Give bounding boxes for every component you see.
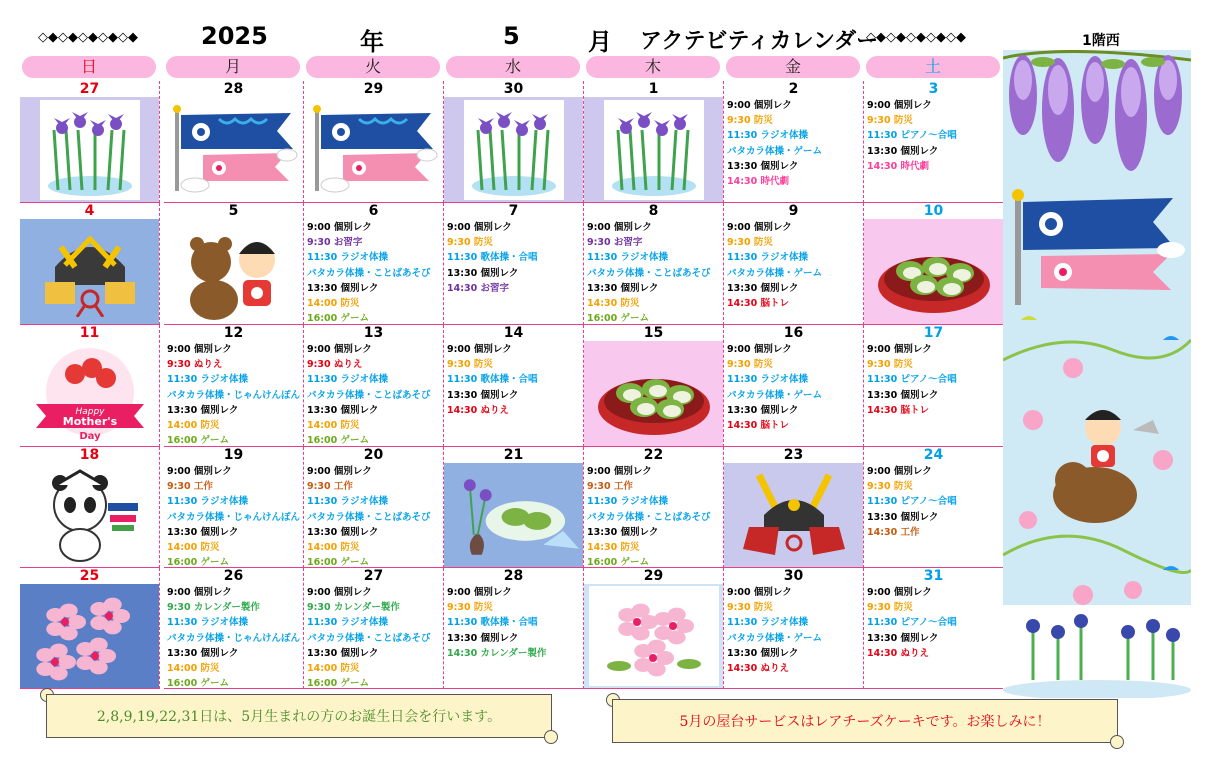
activity-item: 13:30 個別レク — [167, 526, 239, 538]
activity-item: 9:00 個別レク — [307, 587, 372, 598]
activity-item: 14:00 防災 — [307, 663, 360, 675]
activity-item: 11:30 ピアノ～合唱 — [867, 374, 957, 386]
day-cell — [444, 447, 584, 568]
day-number: 9 — [788, 203, 799, 219]
activity-item: 14:00 防災 — [167, 420, 220, 432]
activity-item: パタカラ体操・ことばあそび — [307, 632, 431, 644]
activity-item: 11:30 ラジオ体操 — [587, 252, 669, 264]
koinobori-picture — [304, 97, 443, 202]
activity-item: 13:30 個別レク — [307, 647, 379, 659]
activity-item: 14:30 脳トレ — [727, 420, 790, 432]
activity-list — [867, 98, 1003, 174]
day-number: 18 — [79, 447, 100, 463]
mothers-day-day: Day — [78, 430, 101, 442]
activity-item: 13:30 個別レク — [727, 404, 799, 416]
activity-list — [587, 464, 723, 570]
calendar-title-bar — [0, 22, 1000, 54]
day-number: 6 — [368, 203, 379, 219]
activity-item: 14:30 ぬりえ — [867, 647, 930, 659]
activity-item: 16:00 ゲーム — [587, 313, 650, 325]
kabuto2-picture — [724, 463, 863, 567]
activity-item: 9:30 工作 — [167, 481, 213, 493]
activity-item: 16:00 ゲーム — [587, 557, 650, 569]
activity-item: 9:30 防災 — [867, 602, 913, 614]
day-cell — [444, 203, 584, 325]
activity-item: 11:30 ラジオ体操 — [307, 252, 389, 264]
activity-list — [167, 464, 303, 570]
iris-picture — [20, 97, 159, 202]
activity-item: 14:30 脳トレ — [867, 404, 930, 416]
activity-item: 11:30 ラジオ体操 — [307, 496, 389, 508]
activity-item: 9:30 工作 — [307, 481, 353, 493]
kintaro-bear-icon — [1053, 410, 1159, 523]
title-diamonds-right: ◇◆◇◆◇◆◇◆◇◆ — [866, 30, 966, 45]
weekday-header-1: 月 — [166, 56, 300, 78]
day-number: 25 — [79, 568, 100, 584]
activity-item: 13:30 個別レク — [867, 145, 939, 157]
activity-item: 11:30 歌体操・合唱 — [447, 252, 538, 264]
activity-item: 14:30 ぬりえ — [447, 404, 510, 416]
day-number: 15 — [643, 325, 664, 341]
activity-item: 9:30 防災 — [727, 237, 773, 249]
weekday-header-row — [20, 56, 1000, 78]
activity-item: 9:00 個別レク — [447, 344, 512, 355]
day-number: 20 — [363, 447, 384, 463]
activity-item: 14:30 脳トレ — [727, 298, 790, 310]
activity-item: パタカラ体操・じゃんけんぽん — [167, 511, 301, 523]
activity-item: 16:00 ゲーム — [307, 678, 370, 690]
weekday-header-2: 火 — [306, 56, 440, 78]
activity-item: 11:30 ラジオ体操 — [727, 374, 809, 386]
kabuto-picture — [20, 219, 159, 324]
day-number: 12 — [223, 325, 244, 341]
activity-item: 9:00 個別レク — [447, 587, 512, 598]
birthday-notice-text: 2,8,9,19,22,31日は、5月生まれの方のお誕生日会を行います。 — [46, 694, 552, 738]
day-number: 22 — [643, 447, 664, 463]
activity-item: 13:30 個別レク — [587, 526, 659, 538]
weekday-header-6: 土 — [866, 56, 1000, 78]
day-cell — [304, 203, 444, 325]
day-cell — [584, 325, 724, 447]
activity-item: 9:00 個別レク — [167, 587, 232, 598]
day-cell — [304, 325, 444, 447]
day-cell — [864, 325, 1004, 447]
activity-item: 16:00 ゲーム — [167, 678, 230, 690]
activity-item: 9:30 防災 — [727, 115, 773, 127]
activity-list — [307, 585, 443, 691]
day-cell — [164, 568, 304, 689]
activity-item: 11:30 歌体操・合唱 — [447, 374, 538, 386]
day-number: 26 — [223, 568, 244, 584]
day-cell — [724, 203, 864, 325]
activity-item: 9:00 個別レク — [307, 222, 372, 233]
activity-item: パタカラ体操・ことばあそび — [587, 511, 711, 523]
day-cell — [724, 325, 864, 447]
activity-item: 9:00 個別レク — [307, 344, 372, 355]
sidebar-illustration — [1003, 50, 1191, 698]
activity-item: 9:00 個別レク — [867, 344, 932, 355]
activity-item: パタカラ体操・ことばあそび — [307, 389, 431, 401]
activity-item: パタカラ体操・ことばあそび — [307, 267, 431, 279]
azalea2-picture — [584, 584, 723, 688]
activity-item: 11:30 ピアノ～合唱 — [867, 496, 957, 508]
wisteria-icon — [1003, 51, 1191, 171]
activity-item: 11:30 歌体操・合唱 — [447, 617, 538, 629]
day-number: 29 — [363, 81, 384, 97]
activity-item: 13:30 個別レク — [867, 632, 939, 644]
activity-item: 11:30 ラジオ体操 — [587, 496, 669, 508]
activity-item: 9:00 個別レク — [167, 344, 232, 355]
activity-item: 13:30 個別レク — [587, 282, 659, 294]
activity-item: 9:00 個別レク — [727, 222, 792, 233]
activity-item: 14:00 防災 — [167, 542, 220, 554]
activity-item: 13:30 個別レク — [167, 404, 239, 416]
activity-item: 13:30 個別レク — [447, 632, 519, 644]
activity-item: 14:30 時代劇 — [727, 176, 790, 188]
activity-item: 9:30 防災 — [447, 602, 493, 614]
activity-item: 13:30 個別レク — [307, 282, 379, 294]
activity-item: 9:30 防災 — [727, 602, 773, 614]
activity-item: 9:00 個別レク — [167, 466, 232, 477]
day-number: 27 — [363, 568, 384, 584]
iris-picture — [444, 97, 583, 202]
activity-item: 11:30 ラジオ体操 — [307, 617, 389, 629]
birthday-notice-banner — [40, 688, 558, 744]
activity-item: 11:30 ラジオ体操 — [167, 496, 249, 508]
yatai-notice-banner — [606, 693, 1124, 749]
activity-item: 13:30 個別レク — [447, 267, 519, 279]
decorative-sidebar — [1003, 50, 1191, 698]
day-cell — [164, 325, 304, 447]
activity-item: 9:30 ぬりえ — [167, 359, 223, 371]
activity-item: 14:00 防災 — [307, 542, 360, 554]
activity-item: 13:30 個別レク — [307, 526, 379, 538]
day-cell — [584, 568, 724, 689]
activity-item: 11:30 ラジオ体操 — [727, 130, 809, 142]
day-cell — [304, 447, 444, 568]
kashiwamochi-picture — [864, 219, 1003, 324]
kintaro-picture — [164, 219, 303, 324]
activity-item: 9:00 個別レク — [447, 222, 512, 233]
day-cell — [864, 203, 1004, 325]
day-number: 29 — [643, 568, 664, 584]
day-number: 19 — [223, 447, 244, 463]
activity-item: パタカラ体操・じゃんけんぽん — [167, 389, 301, 401]
activity-item: パタカラ体操・ことばあそび — [307, 511, 431, 523]
weekday-header-4: 木 — [586, 56, 720, 78]
day-number: 16 — [783, 325, 804, 341]
day-number: 28 — [503, 568, 524, 584]
activity-item: 13:30 個別レク — [307, 404, 379, 416]
activity-item: 9:30 防災 — [727, 359, 773, 371]
activity-list — [587, 220, 723, 326]
activity-item: 9:00 個別レク — [867, 100, 932, 111]
day-number: 27 — [79, 81, 100, 97]
activity-list — [307, 464, 443, 570]
activity-item: 13:30 個別レク — [727, 647, 799, 659]
activity-item: 13:30 個別レク — [867, 389, 939, 401]
mothersday-picture — [20, 341, 159, 446]
day-number: 5 — [228, 203, 239, 219]
day-cell — [724, 447, 864, 568]
calendar-grid — [20, 81, 1005, 689]
activity-item: 14:00 防災 — [307, 420, 360, 432]
activity-list — [867, 464, 1003, 540]
activity-item: 11:30 ラジオ体操 — [727, 252, 809, 264]
activity-list — [727, 585, 863, 676]
day-number: 11 — [79, 325, 100, 341]
day-number: 23 — [783, 447, 804, 463]
title-year-suffix: 年 — [360, 28, 384, 56]
day-number: 10 — [923, 203, 944, 219]
panda-picture — [20, 463, 159, 567]
activity-list — [167, 342, 303, 448]
day-cell — [164, 447, 304, 568]
day-number: 14 — [503, 325, 524, 341]
day-cell — [724, 81, 864, 203]
activity-item: 9:00 個別レク — [307, 466, 372, 477]
activity-item: 13:30 個別レク — [727, 160, 799, 172]
activity-item: 16:00 ゲーム — [307, 313, 370, 325]
day-number: 2 — [788, 81, 799, 97]
day-cell — [864, 81, 1004, 203]
activity-item: 9:00 個別レク — [727, 344, 792, 355]
activity-item: 14:30 工作 — [867, 526, 920, 538]
activity-item: 9:30 お習字 — [307, 237, 363, 249]
day-cell — [304, 568, 444, 689]
day-number: 28 — [223, 81, 244, 97]
activity-item: 11:30 ピアノ～合唱 — [867, 130, 957, 142]
activity-item: 9:30 防災 — [867, 359, 913, 371]
activity-item: 9:00 個別レク — [727, 587, 792, 598]
activity-item: 11:30 ラジオ体操 — [167, 617, 249, 629]
day-cell — [164, 203, 304, 325]
activity-item: 14:30 カレンダー製作 — [447, 647, 547, 659]
activity-item: 14:30 防災 — [587, 542, 640, 554]
title-name: アクテビティカレンダー — [640, 29, 879, 54]
day-number: 8 — [648, 203, 659, 219]
activity-item: 11:30 ラジオ体操 — [167, 374, 249, 386]
title-month: 5 — [503, 22, 520, 50]
activity-item: 9:30 防災 — [447, 359, 493, 371]
activity-item: 13:30 個別レク — [447, 389, 519, 401]
weekday-header-5: 金 — [726, 56, 860, 78]
activity-item: 9:30 お習字 — [587, 237, 643, 249]
activity-item: 14:30 時代劇 — [867, 160, 930, 172]
activity-list — [867, 342, 1003, 418]
weekday-header-3: 水 — [446, 56, 580, 78]
activity-item: パタカラ体操・ゲーム — [727, 145, 823, 157]
day-number: 4 — [84, 203, 95, 219]
activity-item: 9:30 防災 — [447, 237, 493, 249]
activity-list — [727, 220, 863, 311]
day-number: 1 — [648, 81, 659, 97]
activity-item: 16:00 ゲーム — [307, 557, 370, 569]
activity-list — [867, 585, 1003, 661]
activity-list — [447, 585, 583, 661]
day-cell — [20, 447, 160, 568]
activity-item: 14:30 ぬりえ — [727, 663, 790, 675]
day-number: 3 — [928, 81, 939, 97]
activity-item: 14:00 防災 — [167, 663, 220, 675]
day-number: 30 — [783, 568, 804, 584]
day-number: 13 — [363, 325, 384, 341]
day-cell — [584, 203, 724, 325]
day-cell — [444, 325, 584, 447]
koinobori-icon — [1012, 189, 1185, 305]
activity-list — [307, 220, 443, 326]
day-cell — [164, 81, 304, 203]
day-cell — [20, 203, 160, 325]
weekday-header-0: 日 — [22, 56, 156, 78]
activity-item: パタカラ体操・ゲーム — [727, 267, 823, 279]
activity-item: 11:30 ラジオ体操 — [307, 374, 389, 386]
activity-item: パタカラ体操・ゲーム — [727, 389, 823, 401]
activity-item: 9:30 ぬりえ — [307, 359, 363, 371]
activity-list — [727, 98, 863, 189]
activity-item: 14:30 お習字 — [447, 282, 510, 294]
activity-list — [447, 220, 583, 296]
activity-item: 13:30 個別レク — [727, 282, 799, 294]
activity-item: パタカラ体操・じゃんけんぽん — [167, 632, 301, 644]
day-cell — [444, 81, 584, 203]
day-cell — [20, 568, 160, 689]
activity-item: 16:00 ゲーム — [167, 435, 230, 447]
activity-list — [447, 342, 583, 418]
azalea-picture — [20, 584, 159, 688]
yatai-notice-text: 5月の屋台サービスはレアチーズケーキです。お楽しみに！ — [612, 699, 1118, 743]
mothers-day-happy: Happy — [74, 406, 105, 417]
kashiwamochi-picture — [584, 341, 723, 446]
activity-item: 9:00 個別レク — [867, 466, 932, 477]
day-number: 30 — [503, 81, 524, 97]
activity-item: 9:00 個別レク — [727, 100, 792, 111]
activity-item: 9:00 個別レク — [587, 466, 652, 477]
day-cell — [444, 568, 584, 689]
day-number: 17 — [923, 325, 944, 341]
activity-item: 13:30 個別レク — [867, 511, 939, 523]
activity-item: 9:30 防災 — [867, 481, 913, 493]
day-cell — [584, 81, 724, 203]
activity-item: パタカラ体操・ゲーム — [727, 632, 823, 644]
day-number: 21 — [503, 447, 524, 463]
activity-item: 16:00 ゲーム — [167, 557, 230, 569]
activity-item: 13:30 個別レク — [167, 647, 239, 659]
koinobori-picture — [164, 97, 303, 202]
activity-list — [307, 342, 443, 448]
activity-item: 11:30 ラジオ体操 — [727, 617, 809, 629]
activity-list — [167, 585, 303, 691]
title-year: 2025 — [201, 22, 268, 50]
irismochi-picture — [444, 463, 583, 567]
day-cell — [724, 568, 864, 689]
day-cell — [584, 447, 724, 568]
activity-item: 9:30 カレンダー製作 — [167, 602, 260, 614]
activity-item: 11:30 ピアノ～合唱 — [867, 617, 957, 629]
activity-item: 14:00 防災 — [307, 298, 360, 310]
activity-item: 9:00 個別レク — [587, 222, 652, 233]
title-diamonds-left: ◇◆◇◆◇◆◇◆◇◆ — [38, 30, 138, 45]
activity-item: 14:30 防災 — [587, 298, 640, 310]
activity-item: 9:30 工作 — [587, 481, 633, 493]
location-label: 1階西 — [1082, 33, 1120, 49]
activity-item: 16:00 ゲーム — [307, 435, 370, 447]
title-month-suffix: 月 — [588, 28, 612, 56]
mothers-day-main: Mother's — [62, 414, 117, 428]
activity-item: 9:30 カレンダー製作 — [307, 602, 400, 614]
day-cell — [864, 447, 1004, 568]
activity-list — [727, 342, 863, 433]
day-cell — [20, 81, 160, 203]
day-number: 24 — [923, 447, 944, 463]
day-cell — [304, 81, 444, 203]
iris-picture — [584, 97, 723, 202]
day-cell — [864, 568, 1004, 689]
activity-item: 9:00 個別レク — [867, 587, 932, 598]
day-cell — [20, 325, 160, 447]
activity-item: パタカラ体操・ことばあそび — [587, 267, 711, 279]
activity-item: 9:30 防災 — [867, 115, 913, 127]
day-number: 7 — [508, 203, 519, 219]
day-number: 31 — [923, 568, 944, 584]
